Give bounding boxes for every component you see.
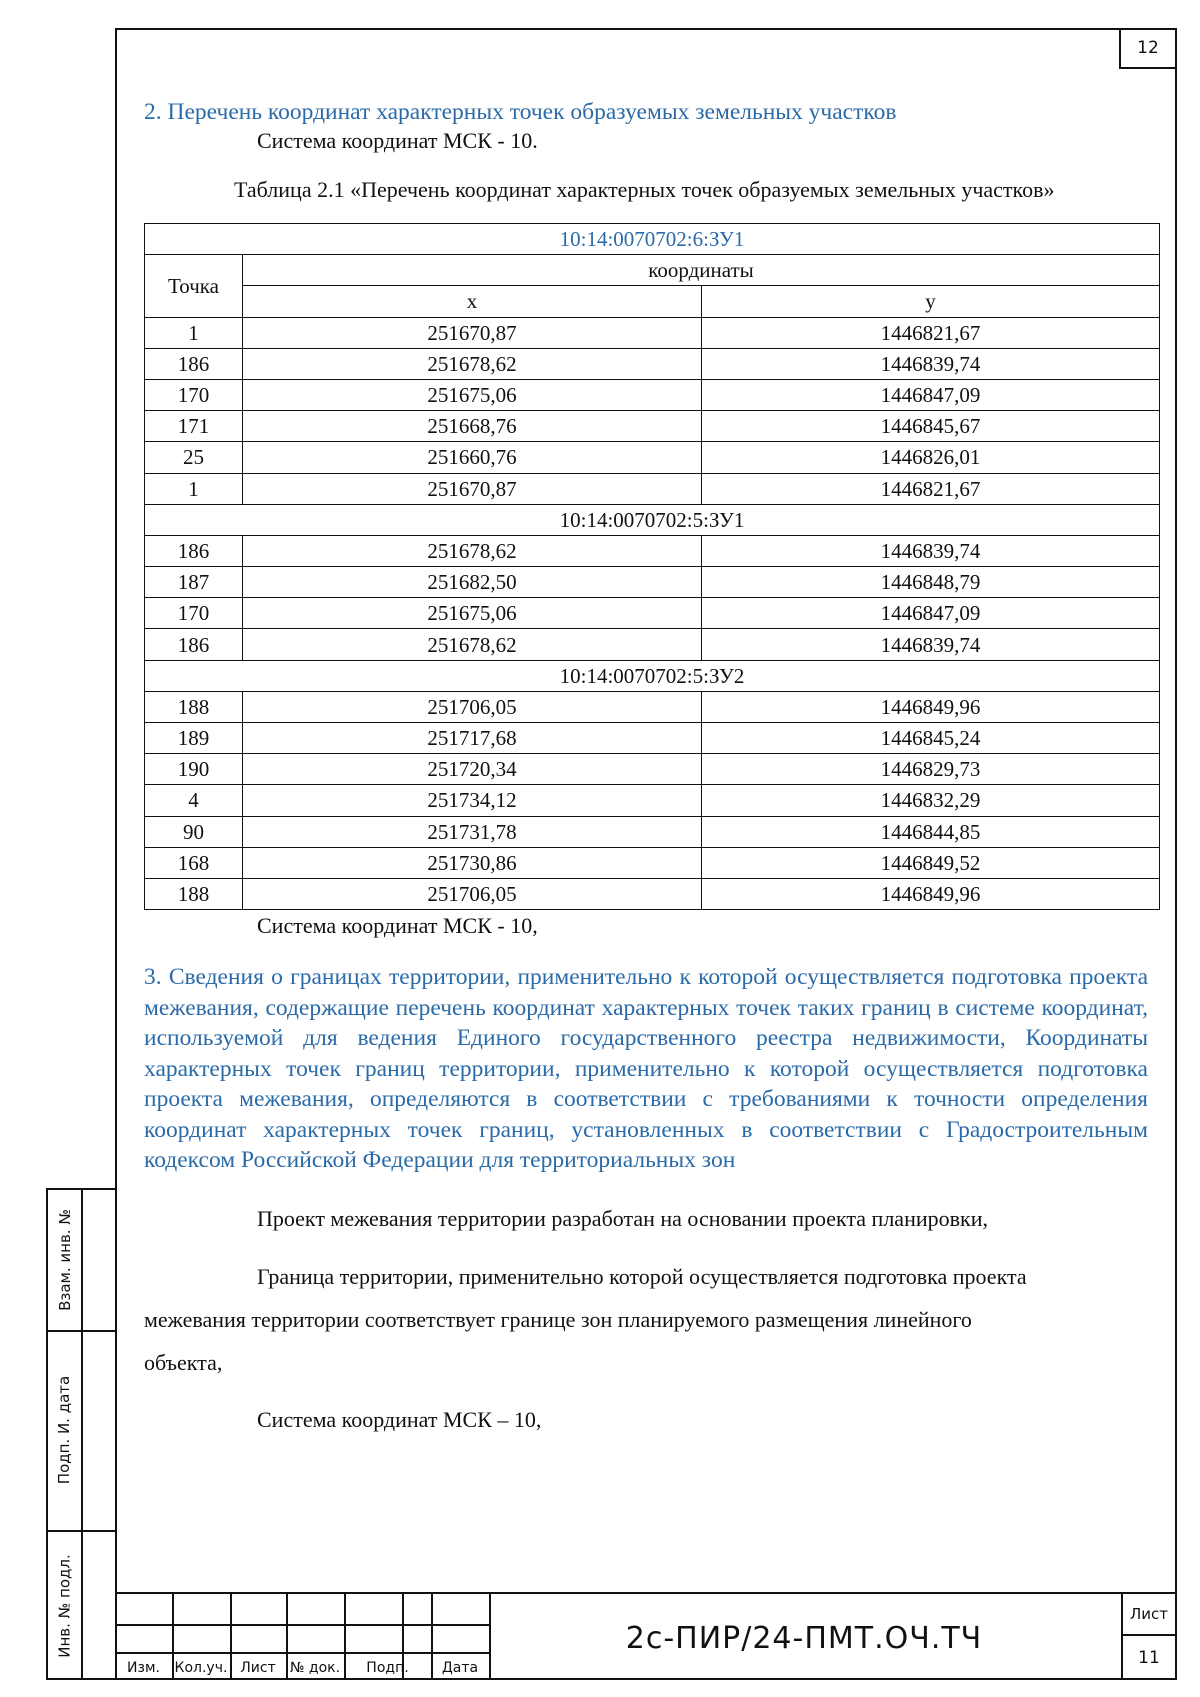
coord-x: 251668,76: [243, 411, 702, 442]
coord-y: 1446849,96: [702, 691, 1160, 722]
side-label-signature-date: Подп. И. дата: [55, 1375, 74, 1485]
table-row: [145, 317, 1160, 348]
coord-y: 1446847,09: [702, 598, 1160, 629]
point-number: 188: [145, 691, 243, 722]
coord-y: 1446839,74: [702, 348, 1160, 379]
table-header-row: [145, 255, 1160, 286]
table-row: [145, 754, 1160, 785]
coord-y: 1446849,52: [702, 847, 1160, 878]
group-title: 10:14:0070702:5:ЗУ2: [145, 660, 1160, 691]
point-number: 170: [145, 379, 243, 410]
point-number: 186: [145, 629, 243, 660]
coord-y: 1446821,67: [702, 317, 1160, 348]
table-row: [145, 691, 1160, 722]
paragraph-boundary-line2: межевания территории соответствует границе зон планируемого размещения линейного: [144, 1307, 972, 1332]
header-x: x: [243, 286, 702, 317]
coord-y: 1446839,74: [702, 629, 1160, 660]
coord-x: 251678,62: [243, 535, 702, 566]
group-title-row: [145, 504, 1160, 535]
point-number: 186: [145, 535, 243, 566]
col-label-list: Лист: [240, 1660, 276, 1676]
table-row: [145, 878, 1160, 909]
coord-y: 1446839,74: [702, 535, 1160, 566]
col-label-kol: Кол.уч.: [174, 1660, 228, 1676]
paragraph-basis: Проект межевания территории разработан на основании проекта планировки,: [257, 1206, 988, 1231]
page-number-top: 12: [1119, 28, 1177, 69]
table-row: [145, 442, 1160, 473]
section2-title: 2. Перечень координат характерных точек образуемых земельных участков: [144, 99, 897, 125]
paragraph-boundary-line1: Граница территории, применительно которой осуществляется подготовка проекта: [257, 1264, 1027, 1289]
coord-x: 251678,62: [243, 348, 702, 379]
point-number: 189: [145, 723, 243, 754]
coord-x: 251706,05: [243, 691, 702, 722]
table-row: [145, 598, 1160, 629]
coord-y: 1446832,29: [702, 785, 1160, 816]
table-row: [145, 847, 1160, 878]
header-point: Точка: [145, 255, 243, 317]
coord-y: 1446849,96: [702, 878, 1160, 909]
title-block-divider: [115, 1624, 489, 1626]
title-block: [115, 1592, 1177, 1680]
col-label-data: Дата: [441, 1660, 479, 1676]
coord-y: 1446821,67: [702, 473, 1160, 504]
document-code: 2с-ПИР/24-ПМТ.ОЧ.ТЧ: [625, 1620, 983, 1656]
point-number: 171: [145, 411, 243, 442]
table-row: [145, 379, 1160, 410]
coord-x: 251730,86: [243, 847, 702, 878]
col-label-podp: Подп.: [366, 1660, 409, 1676]
coord-x: 251731,78: [243, 816, 702, 847]
coord-y: 1446844,85: [702, 816, 1160, 847]
header-coordinates: координаты: [243, 255, 1160, 286]
point-number: 170: [145, 598, 243, 629]
group-title-row: [145, 224, 1160, 255]
table-row: [145, 473, 1160, 504]
section3-title: 3. Сведения о границах территории, применительно к которой осуществляется подготовка проекта межевания, содержащие перечень координат характерных точек таких границ в системе координат, используемой для ведения Единого государственного реестра недвижимости, Координаты характерных точек границ территории, применительно к которой осуществляется подготовка проекта межевания, определяются в соответствии с требованиями к точности определения координат характерных точек границ, установленных в соответствии с Градостроительным кодексом Российской Федерации для территориальных зон: [144, 964, 1148, 1173]
coord-x: 251682,50: [243, 567, 702, 598]
point-number: 90: [145, 816, 243, 847]
point-number: 188: [145, 878, 243, 909]
point-number: 4: [145, 785, 243, 816]
coord-x: 251706,05: [243, 878, 702, 909]
group-title-row: [145, 660, 1160, 691]
coord-y: 1446829,73: [702, 754, 1160, 785]
table-row: [145, 567, 1160, 598]
coord-x: 251675,06: [243, 598, 702, 629]
coordinates-table: [144, 223, 1160, 910]
point-number: 186: [145, 348, 243, 379]
coord-x: 251734,12: [243, 785, 702, 816]
coord-y: 1446848,79: [702, 567, 1160, 598]
coord-x: 251660,76: [243, 442, 702, 473]
coord-y: 1446847,09: [702, 379, 1160, 410]
coord-system-line: Система координат МСК - 10.: [257, 128, 538, 153]
coord-x: 251720,34: [243, 754, 702, 785]
point-number: 25: [145, 442, 243, 473]
table-row: [145, 411, 1160, 442]
coord-x: 251675,06: [243, 379, 702, 410]
table-caption: Таблица 2.1 «Перечень координат характерных точек образуемых земельных участков»: [234, 177, 1055, 202]
sheet-number: 11: [1138, 1648, 1160, 1668]
point-number: 190: [145, 754, 243, 785]
table-row: [145, 348, 1160, 379]
col-label-izm: Изм.: [127, 1660, 160, 1676]
point-number: 1: [145, 473, 243, 504]
paragraph-coord-system: Система координат МСК – 10,: [257, 1407, 542, 1432]
coord-x: 251678,62: [243, 629, 702, 660]
paragraph-boundary-line3: объекта,: [144, 1350, 223, 1375]
side-divider: [81, 1190, 83, 1678]
table-row: [145, 723, 1160, 754]
table-header-row: [145, 286, 1160, 317]
side-stamp-strip: [46, 1188, 116, 1680]
coord-y: 1446845,24: [702, 723, 1160, 754]
table-row: [145, 629, 1160, 660]
col-label-ndoc: № док.: [289, 1660, 341, 1676]
header-y: y: [702, 286, 1160, 317]
coord-x: 251670,87: [243, 317, 702, 348]
coord-y: 1446845,67: [702, 411, 1160, 442]
coord-system-after-table: Система координат МСК - 10,: [257, 913, 538, 938]
side-label-inventory: Инв. № подл.: [55, 1554, 74, 1658]
point-number: 1: [145, 317, 243, 348]
coord-y: 1446826,01: [702, 442, 1160, 473]
table-row: [145, 785, 1160, 816]
coord-x: 251717,68: [243, 723, 702, 754]
coord-x: 251670,87: [243, 473, 702, 504]
sheet-label: Лист: [1129, 1605, 1168, 1623]
point-number: 187: [145, 567, 243, 598]
group-title: 10:14:0070702:6:ЗУ1: [145, 224, 1160, 255]
side-label-replacement: Взам. инв. №: [55, 1209, 74, 1311]
table-row: [145, 535, 1160, 566]
table-row: [145, 816, 1160, 847]
point-number: 168: [145, 847, 243, 878]
group-title: 10:14:0070702:5:ЗУ1: [145, 504, 1160, 535]
